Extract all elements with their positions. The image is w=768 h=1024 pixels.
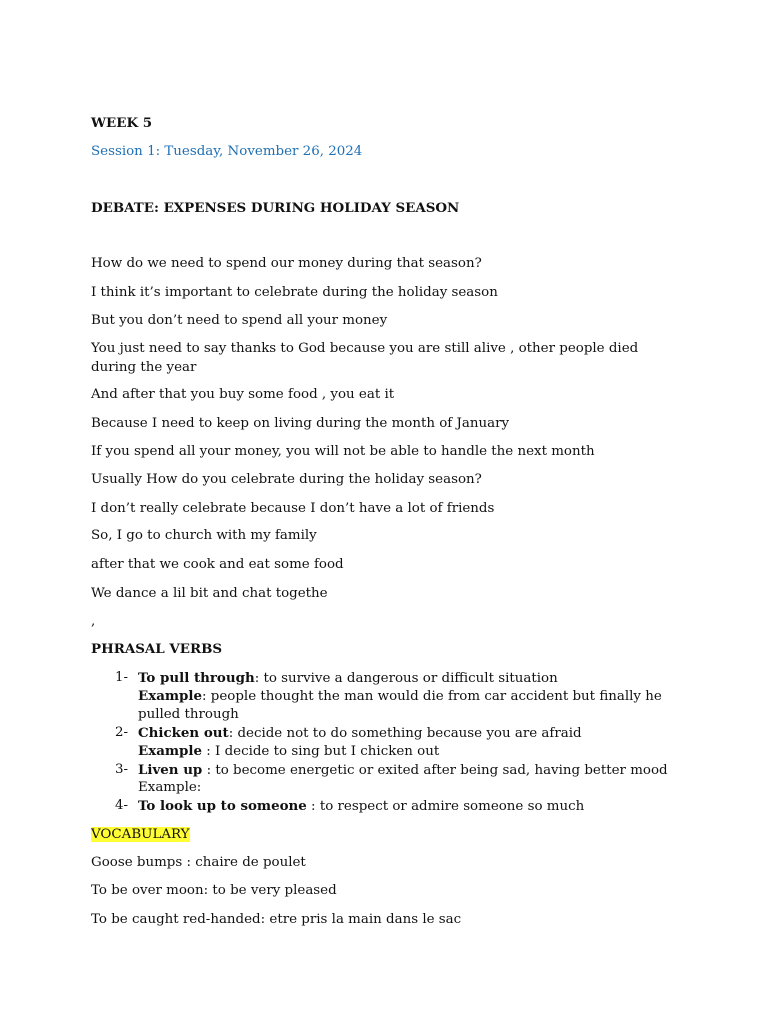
phrasal-definition: : to respect or admire someone so much (306, 799, 585, 814)
vocabulary-item: To be caught red-handed: etre pris la main dans le sac (91, 912, 462, 927)
list-number: 2- (115, 725, 129, 740)
session-date: Session 1: Tuesday, November 26, 2024 (91, 144, 363, 159)
phrasal-definition: : to survive a dangerous or difficult situation (254, 671, 558, 686)
phrasal-definition: : decide not to do something because you are afraid (228, 726, 582, 741)
text-line: Usually How do you celebrate during the holiday season? (91, 472, 482, 487)
phrasal-term: To look up to someone (138, 798, 307, 814)
vocabulary-heading: VOCABULARY (91, 827, 190, 842)
phrasal-term: To pull through (138, 670, 255, 686)
example-text: : people thought the man would die from car accident but finally he (202, 689, 662, 704)
text-line: I think it’s important to celebrate during the holiday season (91, 285, 498, 300)
phrasal-term: Liven up (138, 762, 203, 778)
text-line: So, I go to church with my family (91, 528, 317, 543)
text-line: We dance a lil bit and chat togethe (91, 586, 328, 601)
example-text: pulled through (138, 707, 239, 722)
text-line: I don’t really celebrate because I don’t have a lot of friends (91, 501, 495, 516)
list-number: 3- (115, 762, 129, 777)
example-text: : I decide to sing but I chicken out (202, 744, 440, 759)
vocabulary-item: Goose bumps : chaire de poulet (91, 855, 306, 870)
list-number: 4- (115, 798, 129, 813)
debate-title: DEBATE: EXPENSES DURING HOLIDAY SEASON (91, 200, 460, 216)
text-line: If you spend all your money, you will not be able to handle the next month (91, 444, 595, 459)
list-number: 1- (115, 670, 129, 685)
week-heading: WEEK 5 (91, 115, 153, 131)
text-line: How do we need to spend our money during that season? (91, 256, 482, 271)
text-line: But you don’t need to spend all your money (91, 313, 388, 328)
text-line: after that we cook and eat some food (91, 557, 344, 572)
phrasal-term: Chicken out (138, 725, 229, 741)
vocabulary-item: To be over moon: to be very pleased (91, 883, 337, 898)
text-line: And after that you buy some food , you eat it (91, 387, 395, 402)
text-line: , (91, 614, 96, 629)
text-line: Because I need to keep on living during the month of January (91, 416, 510, 431)
example-label: Example: (138, 780, 202, 795)
example-label: Example (138, 688, 203, 704)
example-label: Example (138, 743, 203, 759)
phrasal-verbs-heading: PHRASAL VERBS (91, 641, 223, 657)
phrasal-definition: : to become energetic or exited after being sad, having better mood (202, 763, 668, 778)
text-line: You just need to say thanks to God because you are still alive , other people died during the year (91, 341, 639, 375)
